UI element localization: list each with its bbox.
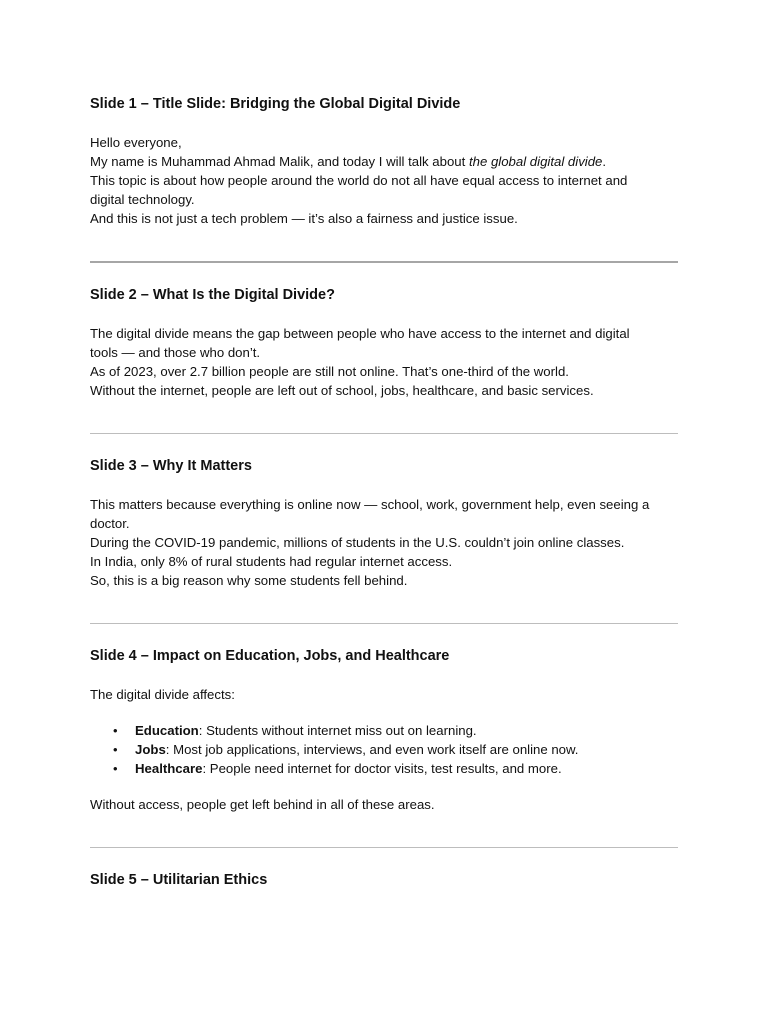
- slide-1-line-topic: This topic is about how people around the world do not all have equal access to internet and: [90, 173, 628, 188]
- slide-3-line: This matters because everything is online now — school, work, government help, even seeing a: [90, 497, 650, 512]
- slide-4-heading: Slide 4 – Impact on Education, Jobs, and Healthcare: [90, 648, 450, 664]
- slide-4-intro: The digital divide affects:: [90, 687, 235, 702]
- bullet-term: Healthcare: [135, 761, 203, 776]
- bullet-icon: •: [113, 742, 118, 757]
- slide-1-intro-emphasis: the global digital divide: [468, 154, 603, 169]
- slide-3-section: [90, 457, 678, 590]
- list-item: [113, 759, 678, 778]
- slide-4-section: [90, 647, 678, 814]
- slide-2-line: tools — and those who don’t.: [90, 345, 261, 360]
- slide-5-heading: Slide 5 – Utilitarian Ethics: [90, 872, 268, 888]
- slide-2-section: [90, 286, 678, 400]
- slide-1-intro-suffix: .: [602, 154, 607, 169]
- slide-5-section: [90, 871, 678, 889]
- slide-2-line: The digital divide means the gap between people who have access to the internet and digital: [90, 326, 630, 341]
- slide-1-heading: Slide 1 – Title Slide: Bridging the Global Digital Divide: [90, 96, 461, 112]
- list-item: [113, 721, 678, 740]
- bullet-term: Education: [135, 723, 199, 738]
- slide-1-intro-prefix: My name is Muhammad Ahmad Malik, and today I will talk about: [90, 154, 469, 169]
- bullet-text: : People need internet for doctor visits, test results, and more.: [202, 761, 562, 776]
- section-divider: [90, 847, 678, 848]
- document-content: [90, 95, 678, 889]
- slide-4-closing: Without access, people get left behind in all of these areas.: [90, 797, 435, 812]
- slide-3-line: In India, only 8% of rural students had regular internet access.: [90, 554, 453, 569]
- slide-1-line-intro: [90, 152, 678, 171]
- slide-4-bullet-list: [90, 721, 678, 778]
- section-divider: [90, 433, 678, 434]
- slide-3-body: [90, 495, 678, 590]
- slide-1-line-topic-cont: digital technology.: [90, 192, 195, 207]
- slide-3-line: doctor.: [90, 516, 130, 531]
- bullet-icon: •: [113, 761, 118, 776]
- bullet-term: Jobs: [135, 742, 166, 757]
- slide-1-body: [90, 133, 678, 228]
- slide-2-line: Without the internet, people are left out of school, jobs, healthcare, and basic services.: [90, 383, 594, 398]
- bullet-text: : Students without internet miss out on learning.: [198, 723, 477, 738]
- section-divider: [90, 623, 678, 624]
- slide-2-body: [90, 324, 678, 400]
- slide-3-line: So, this is a big reason why some students fell behind.: [90, 573, 408, 588]
- slide-2-heading: Slide 2 – What Is the Digital Divide?: [90, 287, 335, 303]
- section-divider: [90, 261, 678, 263]
- bullet-text: : Most job applications, interviews, and even work itself are online now.: [165, 742, 579, 757]
- slide-3-line: During the COVID-19 pandemic, millions of students in the U.S. couldn’t join online classes.: [90, 535, 625, 550]
- list-item: [113, 740, 678, 759]
- slide-1-section: [90, 95, 678, 228]
- slide-3-heading: Slide 3 – Why It Matters: [90, 458, 252, 474]
- slide-1-line-fairness: And this is not just a tech problem — it’s also a fairness and justice issue.: [90, 211, 518, 226]
- bullet-icon: •: [113, 723, 118, 738]
- slide-2-line: As of 2023, over 2.7 billion people are still not online. That’s one-third of the world.: [90, 364, 569, 379]
- slide-1-line-greeting: Hello everyone,: [90, 135, 182, 150]
